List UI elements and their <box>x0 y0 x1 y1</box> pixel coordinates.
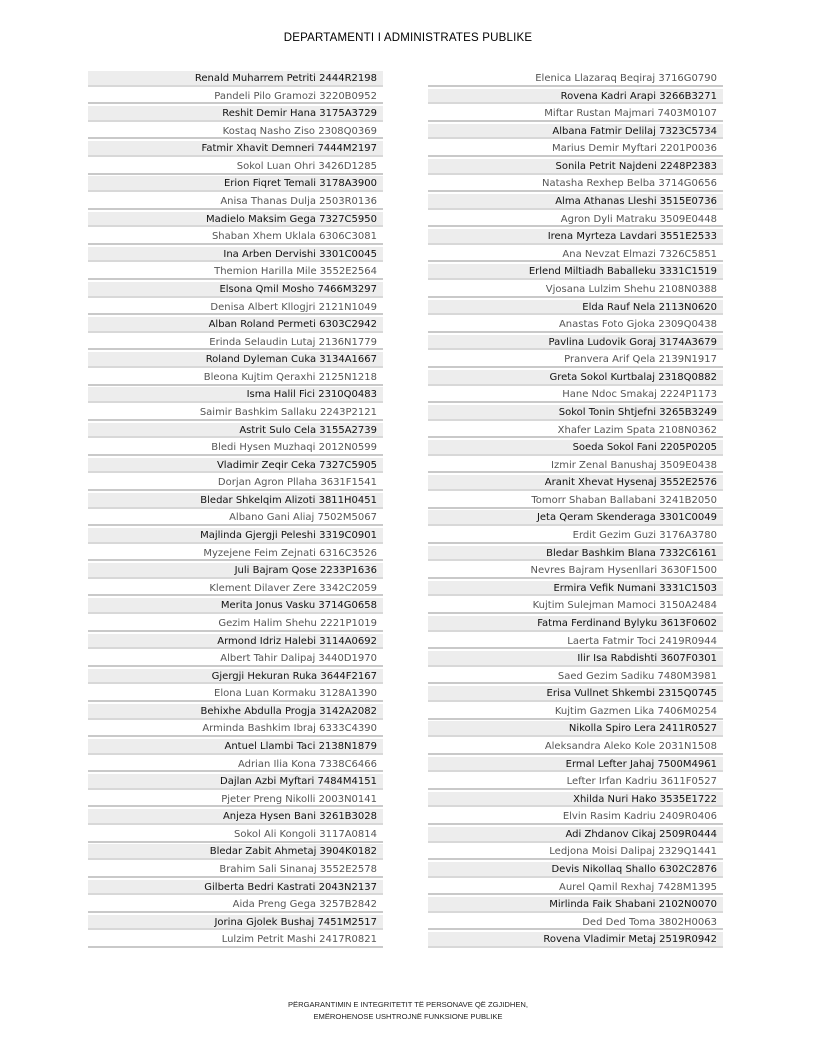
list-item: Ermira Vefik Numani 3331C1503 <box>428 581 723 597</box>
list-item: Ilir Isa Rabdishti 3607F0301 <box>428 651 723 667</box>
list-item: Klement Dilaver Zere 3342C2059 <box>88 581 383 597</box>
list-item: Roland Dyleman Cuka 3134A1667 <box>88 352 383 368</box>
list-item: Anastas Foto Gjoka 2309Q0438 <box>428 317 723 333</box>
list-item: Aranit Xhevat Hysenaj 3552E2576 <box>428 475 723 491</box>
list-item: Elvin Rasim Kadriu 2409R0406 <box>428 809 723 825</box>
list-item: Marius Demir Myftari 2201P0036 <box>428 141 723 157</box>
list-item: Erion Fiqret Temali 3178A3900 <box>88 176 383 192</box>
list-item: Bledar Shkelqim Alizoti 3811H0451 <box>88 493 383 509</box>
list-item: Alban Roland Permeti 6303C2942 <box>88 317 383 333</box>
list-item: Pranvera Arif Qela 2139N1917 <box>428 352 723 368</box>
list-item: Saimir Bashkim Sallaku 2243P2121 <box>88 405 383 421</box>
footer-line-2: EMËROHENOSE USHTROJNË FUNKSIONE PUBLIKE <box>313 1012 503 1021</box>
list-item: Nevres Bajram Hysenllari 3630F1500 <box>428 563 723 579</box>
list-item: Brahim Sali Sinanaj 3552E2578 <box>88 862 383 878</box>
list-item: Xhafer Lazim Spata 2108N0362 <box>428 423 723 439</box>
list-item: Miftar Rustan Majmari 7403M0107 <box>428 106 723 122</box>
list-item: Hane Ndoc Smakaj 2224P1173 <box>428 387 723 403</box>
list-item: Aleksandra Aleko Kole 2031N1508 <box>428 739 723 755</box>
list-item: Alma Athanas Lleshi 3515E0736 <box>428 194 723 210</box>
list-item: Lulzim Petrit Mashi 2417R0821 <box>88 932 383 948</box>
list-item: Elenica Llazaraq Beqiraj 3716G0790 <box>428 71 723 87</box>
list-item: Tomorr Shaban Ballabani 3241B2050 <box>428 493 723 509</box>
list-item: Arminda Bashkim Ibraj 6333C4390 <box>88 721 383 737</box>
list-item: Natasha Rexhep Belba 3714G0656 <box>428 176 723 192</box>
list-item: Elona Luan Kormaku 3128A1390 <box>88 686 383 702</box>
list-item: Gezim Halim Shehu 2221P1019 <box>88 616 383 632</box>
list-item: Laerta Fatmir Toci 2419R0944 <box>428 634 723 650</box>
list-item: Elda Rauf Nela 2113N0620 <box>428 300 723 316</box>
list-item: Sokol Luan Ohri 3426D1285 <box>88 159 383 175</box>
list-item: Vjosana Lulzim Shehu 2108N0388 <box>428 282 723 298</box>
list-item: Ana Nevzat Elmazi 7326C5851 <box>428 247 723 263</box>
list-item: Irena Myrteza Lavdari 3551E2533 <box>428 229 723 245</box>
list-item: Gjergji Hekuran Ruka 3644F2167 <box>88 669 383 685</box>
list-item: Adi Zhdanov Cikaj 2509R0444 <box>428 827 723 843</box>
list-item: Rovena Kadri Arapi 3266B3271 <box>428 89 723 105</box>
list-item: Astrit Sulo Cela 3155A2739 <box>88 423 383 439</box>
list-item: Jorina Gjolek Bushaj 7451M2517 <box>88 915 383 931</box>
list-item: Ded Ded Toma 3802H0063 <box>428 915 723 931</box>
list-item: Erdit Gezim Guzi 3176A3780 <box>428 528 723 544</box>
list-item: Saed Gezim Sadiku 7480M3981 <box>428 669 723 685</box>
page-footer <box>0 999 816 1023</box>
list-item: Albana Fatmir Delilaj 7323C5734 <box>428 124 723 140</box>
list-item: Pjeter Preng Nikolli 2003N0141 <box>88 792 383 808</box>
list-item: Reshit Demir Hana 3175A3729 <box>88 106 383 122</box>
list-item: Dorjan Agron Pllaha 3631F1541 <box>88 475 383 491</box>
list-item: Themion Harilla Mile 3552E2564 <box>88 264 383 280</box>
left-name-column <box>88 71 383 950</box>
list-item: Isma Halil Fici 2310Q0483 <box>88 387 383 403</box>
list-item: Pandeli Pilo Gramozi 3220B0952 <box>88 89 383 105</box>
list-item: Erlend Miltiadh Baballeku 3331C1519 <box>428 264 723 280</box>
list-item: Anisa Thanas Dulja 2503R0136 <box>88 194 383 210</box>
list-item: Merita Jonus Vasku 3714G0658 <box>88 598 383 614</box>
list-item: Denisa Albert Kllogjri 2121N1049 <box>88 300 383 316</box>
list-item: Sonila Petrit Najdeni 2248P2383 <box>428 159 723 175</box>
list-item: Erisa Vullnet Shkembi 2315Q0745 <box>428 686 723 702</box>
right-name-column <box>428 71 723 950</box>
list-item: Sokol Ali Kongoli 3117A0814 <box>88 827 383 843</box>
list-item: Vladimir Zeqir Ceka 7327C5905 <box>88 458 383 474</box>
list-item: Fatma Ferdinand Bylyku 3613F0602 <box>428 616 723 632</box>
list-item: Aurel Qamil Rexhaj 7428M1395 <box>428 880 723 896</box>
list-item: Rovena Vladimir Metaj 2519R0942 <box>428 932 723 948</box>
page-title: DEPARTAMENTI I ADMINISTRATES PUBLIKE <box>283 32 533 44</box>
list-item: Albano Gani Aliaj 7502M5067 <box>88 510 383 526</box>
list-item: Xhilda Nuri Hako 3535E1722 <box>428 792 723 808</box>
list-item: Devis Nikollaq Shallo 6302C2876 <box>428 862 723 878</box>
list-item: Greta Sokol Kurtbalaj 2318Q0882 <box>428 370 723 386</box>
list-item: Sokol Tonin Shtjefni 3265B3249 <box>428 405 723 421</box>
list-item: Juli Bajram Qose 2233P1636 <box>88 563 383 579</box>
list-item: Agron Dyli Matraku 3509E0448 <box>428 212 723 228</box>
list-item: Izmir Zenal Banushaj 3509E0438 <box>428 458 723 474</box>
list-item: Pavlina Ludovik Goraj 3174A3679 <box>428 335 723 351</box>
list-item: Myzejene Feim Zejnati 6316C3526 <box>88 546 383 562</box>
list-item: Armond Idriz Halebi 3114A0692 <box>88 634 383 650</box>
list-item: Mirlinda Faik Shabani 2102N0070 <box>428 897 723 913</box>
list-item: Anjeza Hysen Bani 3261B3028 <box>88 809 383 825</box>
list-item: Antuel Llambi Taci 2138N1879 <box>88 739 383 755</box>
list-item: Ina Arben Dervishi 3301C0045 <box>88 247 383 263</box>
list-item: Shaban Xhem Uklala 6306C3081 <box>88 229 383 245</box>
list-item: Madielo Maksim Gega 7327C5950 <box>88 212 383 228</box>
list-item: Jeta Qeram Skenderaga 3301C0049 <box>428 510 723 526</box>
list-item: Behixhe Abdulla Progja 3142A2082 <box>88 704 383 720</box>
list-item: Albert Tahir Dalipaj 3440D1970 <box>88 651 383 667</box>
list-item: Bledi Hysen Muzhaqi 2012N0599 <box>88 440 383 456</box>
list-item: Bledar Bashkim Blana 7332C6161 <box>428 546 723 562</box>
list-item: Elsona Qmil Mosho 7466M3297 <box>88 282 383 298</box>
list-item: Bledar Zabit Ahmetaj 3904K0182 <box>88 844 383 860</box>
list-item: Dajlan Azbi Myftari 7484M4151 <box>88 774 383 790</box>
list-item: Fatmir Xhavit Demneri 7444M2197 <box>88 141 383 157</box>
list-item: Aida Preng Gega 3257B2842 <box>88 897 383 913</box>
list-item: Adrian Ilia Kona 7338C6466 <box>88 757 383 773</box>
list-item: Majlinda Gjergji Peleshi 3319C0901 <box>88 528 383 544</box>
footer-line-1: PËRGARANTIMIN E INTEGRITETIT TË PERSONAVE QË ZGJIDHEN, <box>287 1000 529 1009</box>
list-item: Nikolla Spiro Lera 2411R0527 <box>428 721 723 737</box>
list-item: Ermal Lefter Jahaj 7500M4961 <box>428 757 723 773</box>
list-item: Soeda Sokol Fani 2205P0205 <box>428 440 723 456</box>
list-item: Kujtim Sulejman Mamoci 3150A2484 <box>428 598 723 614</box>
list-item: Kujtim Gazmen Lika 7406M0254 <box>428 704 723 720</box>
list-item: Kostaq Nasho Ziso 2308Q0369 <box>88 124 383 140</box>
list-item: Lefter Irfan Kadriu 3611F0527 <box>428 774 723 790</box>
list-item: Renald Muharrem Petriti 2444R2198 <box>88 71 383 87</box>
list-item: Gilberta Bedri Kastrati 2043N2137 <box>88 880 383 896</box>
list-item: Bleona Kujtim Qeraxhi 2125N1218 <box>88 370 383 386</box>
list-item: Erinda Selaudin Lutaj 2136N1779 <box>88 335 383 351</box>
list-item: Ledjona Moisi Dalipaj 2329Q1441 <box>428 844 723 860</box>
